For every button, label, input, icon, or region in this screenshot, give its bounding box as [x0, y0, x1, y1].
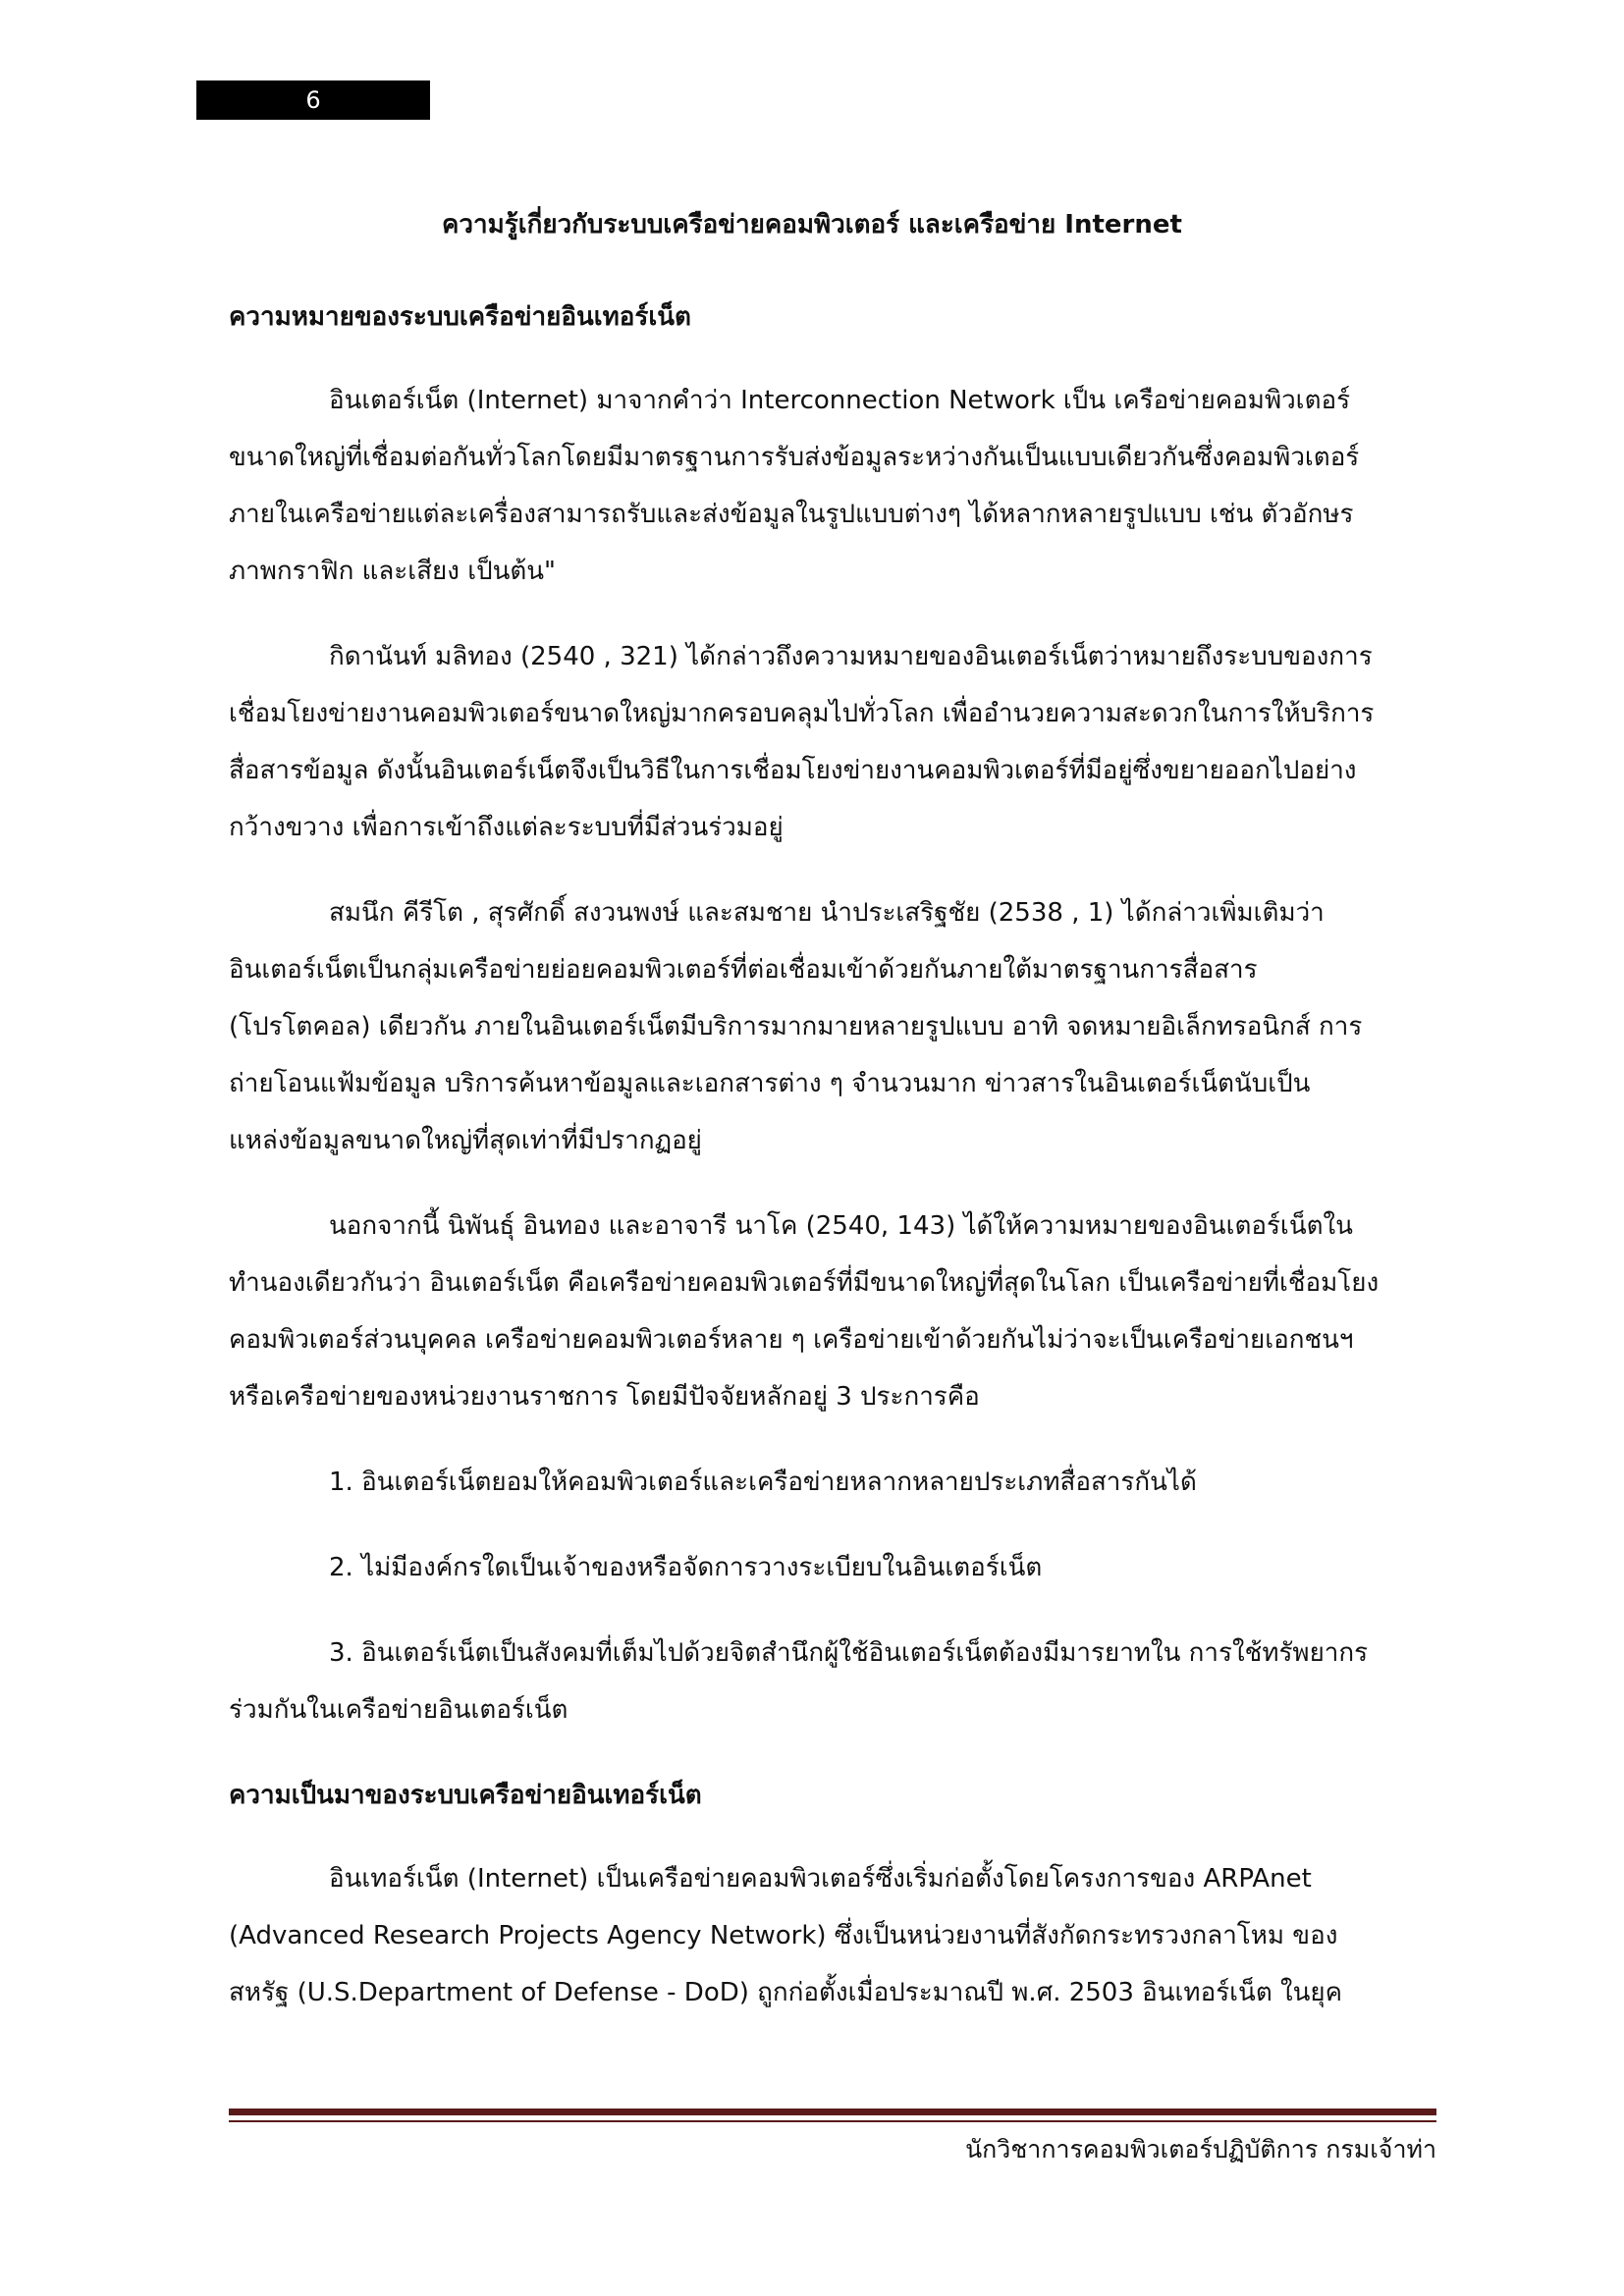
paragraph-line: อินเทอร์เน็ต (Internet) เป็นเครือข่ายคอมพิวเตอร์ซึ่งเริ่มก่อตั้งโดยโครงการของ ARPAnet: [329, 1864, 1312, 1894]
paragraph-line: กิดานันท์ มลิทอง (2540 , 321) ได้กล่าวถึงความหมายของอินเตอร์เน็ตว่าหมายถึงระบบของการ: [329, 642, 1373, 671]
paragraph-line: แหล่งข้อมูลขนาดใหญ่ที่สุดเท่าที่มีปรากฏอยู่: [229, 1126, 702, 1155]
list-item: 1. อินเตอร์เน็ตยอมให้คอมพิวเตอร์และเครือข่ายหลากหลายประเภทสื่อสารกันได้: [329, 1468, 1197, 1497]
paragraph-line: ภายในเครือข่ายแต่ละเครื่องสามารถรับและส่งข้อมูลในรูปแบบต่างๆ ได้หลากหลายรูปแบบ เช่น ตัวอักษร: [229, 500, 1354, 529]
paragraph-line: ถ่ายโอนแฟ้มข้อมูล บริการค้นหาข้อมูลและเอกสารต่าง ๆ จำนวนมาก ข่าวสารในอินเตอร์เน็ตนับเป็น: [229, 1069, 1311, 1098]
document-title: ความรู้เกี่ยวกับระบบเครือข่ายคอมพิวเตอร์ และเครือข่าย Internet: [442, 210, 1182, 240]
paragraph-line: ขนาดใหญ่ที่เชื่อมต่อกันทั่วโลกโดยมีมาตรฐานการรับส่งข้อมูลระหว่างกันเป็นแบบเดียวกันซึ่งคอมพิวเตอร์: [229, 443, 1360, 472]
paragraph-line: เชื่อมโยงข่ายงานคอมพิวเตอร์ขนาดใหญ่มากครอบคลุมไปทั่วโลก เพื่ออำนวยความสะดวกในการให้บริการ: [229, 699, 1375, 728]
paragraph-line: นอกจากนี้ นิพันธุ์ อินทอง และอาจารี นาโค (2540, 143) ได้ให้ความหมายของอินเตอร์เน็ตใน: [329, 1211, 1353, 1241]
paragraph-line: สหรัฐ (U.S.Department of Defense - DoD) ถูกก่อตั้งเมื่อประมาณปี พ.ศ. 2503 อินเทอร์เน็ต ในยุค: [229, 1978, 1343, 2007]
footer-text: นักวิชาการคอมพิวเตอร์ปฏิบัติการ กรมเจ้าท่า: [965, 2135, 1436, 2163]
paragraph-line: สมนึก คีรีโต , สุรศักดิ์ สงวนพงษ์ และสมชาย นำประเสริฐชัย (2538 , 1) ได้กล่าวเพิ่มเติมว่า: [329, 898, 1325, 928]
page-number: 6: [196, 80, 430, 120]
footer-divider-thin: [229, 2120, 1436, 2122]
paragraph-line: (โปรโตคอล) เดียวกัน ภายในอินเตอร์เน็ตมีบริการมากมายหลายรูปแบบ อาทิ จดหมายอิเล็กทรอนิกส์ การ: [229, 1012, 1363, 1041]
paragraph-line: อินเตอร์เน็ตเป็นกลุ่มเครือข่ายย่อยคอมพิวเตอร์ที่ต่อเชื่อมเข้าด้วยกันภายใต้มาตรฐานการสื่อสาร: [229, 955, 1258, 985]
list-item: 2. ไม่มีองค์กรใดเป็นเจ้าของหรือจัดการวางระเบียบในอินเตอร์เน็ต: [329, 1553, 1043, 1582]
footer-divider: [229, 2109, 1436, 2115]
list-item: ร่วมกันในเครือข่ายอินเตอร์เน็ต: [229, 1695, 568, 1725]
paragraph-line: ทำนองเดียวกันว่า อินเตอร์เน็ต คือเครือข่ายคอมพิวเตอร์ที่มีขนาดใหญ่ที่สุดในโลก เป็นเครือข่ายที่เชื่อมโยง: [229, 1268, 1380, 1298]
paragraph-line: ภาพกราฟิก และเสียง เป็นต้น": [229, 557, 556, 586]
paragraph-line: กว้างขวาง เพื่อการเข้าถึงแต่ละระบบที่มีส่วนร่วมอยู่: [229, 813, 784, 842]
paragraph-line: (Advanced Research Projects Agency Network) ซึ่งเป็นหน่วยงานที่สังกัดกระทรวงกลาโหม ของ: [229, 1921, 1338, 1950]
paragraph-line: สื่อสารข้อมูล ดังนั้นอินเตอร์เน็ตจึงเป็นวิธีในการเชื่อมโยงข่ายงานคอมพิวเตอร์ที่มีอยู่ซึ่งขยายออกไปอย่าง: [229, 756, 1357, 785]
list-item: 3. อินเตอร์เน็ตเป็นสังคมที่เต็มไปด้วยจิตสำนึกผู้ใช้อินเตอร์เน็ตต้องมีมารยาทใน การใช้ทรัพยากร: [329, 1638, 1369, 1668]
paragraph-line: คอมพิวเตอร์ส่วนบุคคล เครือข่ายคอมพิวเตอร์หลาย ๆ เครือข่ายเข้าด้วยกันไม่ว่าจะเป็นเครือข่ายเอกชนฯ: [229, 1325, 1354, 1355]
paragraph-line: หรือเครือข่ายของหน่วยงานราชการ โดยมีปัจจัยหลักอยู่ 3 ประการคือ: [229, 1382, 980, 1412]
section-heading-meaning: ความหมายของระบบเครือข่ายอินเทอร์เน็ต: [229, 302, 691, 332]
section-heading-history: ความเป็นมาของระบบเครือข่ายอินเทอร์เน็ต: [229, 1781, 702, 1810]
paragraph-line: อินเตอร์เน็ต (Internet) มาจากคำว่า Interconnection Network เป็น เครือข่ายคอมพิวเตอร์: [329, 386, 1351, 415]
